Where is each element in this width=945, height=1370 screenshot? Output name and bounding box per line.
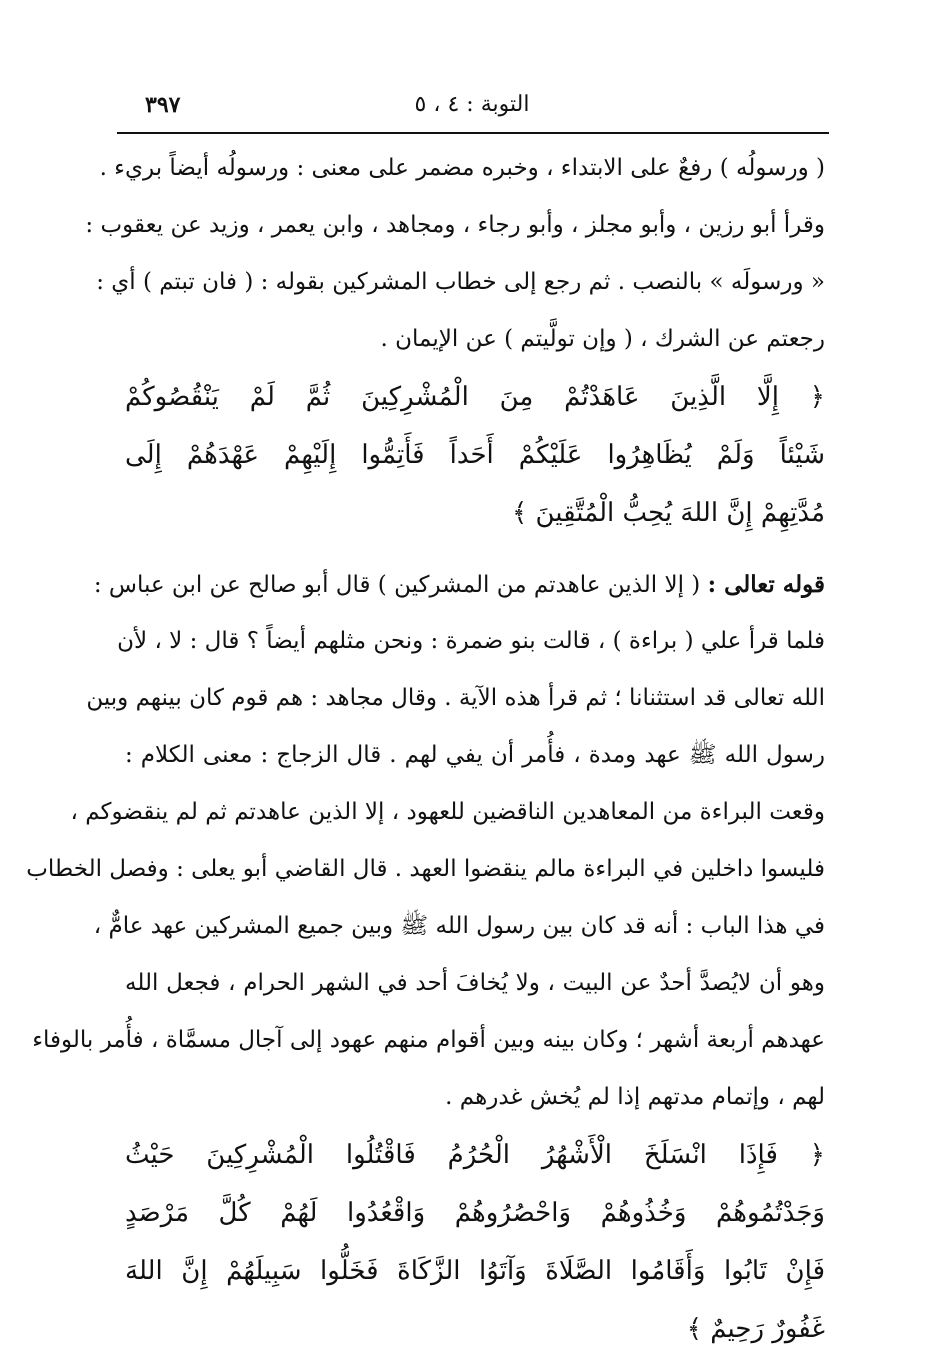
text-line: في هذا الباب : أنه قد كان بين رسول الله ﷺ وبين جميع المشركين عهد عامٌّ ، (93, 913, 825, 939)
text-line: رسول الله ﷺ عهد ومدة ، فأُمر أن يفي لهم . قال الزجاج : معنى الكلام : (125, 742, 825, 768)
text-line: عهدهم أربعة أشهر ؛ وكان بينه وبين أقوام منهم عهود إلى آجال مسمَّاة ، فأُمر بالوفاء (32, 1027, 825, 1053)
header-divider (117, 132, 829, 134)
text-line: فليسوا داخلين في البراءة مالم ينقضوا العهد . قال القاضي أبو يعلى : وفصل الخطاب (26, 856, 825, 882)
page-number: ٣٩٧ (145, 92, 181, 118)
text-line (93, 556, 825, 613)
text-line: وقرأ أبو رزين ، وأبو مجلز ، وأبو رجاء ، ومجاهد ، وابن يعمر ، وزيد عن يعقوب : (85, 212, 825, 238)
quran-verse-2 (125, 1126, 825, 1358)
quran-verse-1 (125, 368, 825, 542)
verse-line: ﴿ إِلَّا الَّذِينَ عَاهَدْتُمْ مِنَ الْمُشْرِكِينَ ثُمَّ لَمْ يَنْقُصُوكُمْ (125, 382, 825, 412)
text-line: الله تعالى قد استثنانا ؛ ثم قرأ هذه الآية . وقال مجاهد : هم قوم كان بينهم وبين (86, 685, 825, 711)
verse-line: ﴿ فَإِذَا انْسَلَخَ الْأَشْهُرُ الْحُرُمُ فَاقْتُلُوا الْمُشْرِكِينَ حَيْثُ (125, 1140, 825, 1170)
text-line: وهو أن لايُصدَّ أحدٌ عن البيت ، ولا يُخافَ أحد في الشهر الحرام ، فجعل الله (125, 970, 825, 996)
text-line: رجعتم عن الشرك ، ( وإن تولَّيتم ) عن الإيمان . (380, 326, 825, 352)
verse-line: مُدَّتِهِمْ إِنَّ اللهَ يُحِبُّ الْمُتَّقِينَ ﴾ (511, 498, 825, 528)
text-line: فلما قرأ علي ( براءة ) ، قالت بنو ضمرة : ونحن مثلهم أيضاً ؟ قال : لا ، لأن (117, 628, 825, 654)
page-body (26, 140, 825, 1358)
page-header (117, 88, 827, 128)
verse-line: غَفُورٌ رَحِيمٌ ﴾ (686, 1314, 825, 1344)
chapter-reference: التوبة : ٤ ، ٥ (414, 92, 530, 117)
text-run: ( إلا الذين عاهدتم من المشركين ) قال أبو صالح عن ابن عباس : (93, 572, 701, 598)
text-line: وقعت البراءة من المعاهدين الناقضين للعهود ، إلا الذين عاهدتم ثم لم ينقضوكم ، (70, 799, 825, 825)
paragraph-lead: قوله تعالى : (707, 571, 825, 598)
verse-line: وَجَدْتُمُوهُمْ وَخُذُوهُمْ وَاحْصُرُوهُمْ وَاقْعُدُوا لَهُمْ كُلَّ مَرْصَدٍ (125, 1198, 825, 1228)
text-line: لهم ، وإتمام مدتهم إذا لم يُخش غدرهم . (445, 1084, 825, 1110)
verse-line: فَإِنْ تَابُوا وَأَقَامُوا الصَّلَاةَ وَآتَوُا الزَّكَاةَ فَخَلُّوا سَبِيلَهُمْ إِنَّ اللهَ (125, 1256, 825, 1286)
text-line: « ورسولَه » بالنصب . ثم رجع إلى خطاب المشركين بقوله : ( فان تبتم ) أي : (96, 269, 825, 295)
commentary-paragraph-1 (85, 140, 825, 368)
commentary-paragraph-2 (26, 556, 825, 1126)
verse-line: شَيْئاً وَلَمْ يُظَاهِرُوا عَلَيْكُمْ أَحَداً فَأَتِمُّوا إِلَيْهِمْ عَهْدَهُمْ إِلَى (125, 440, 825, 470)
text-line: ( ورسولُه ) رفعٌ على الابتداء ، وخبره مضمر على معنى : ورسولُه أيضاً بريء . (99, 155, 825, 181)
